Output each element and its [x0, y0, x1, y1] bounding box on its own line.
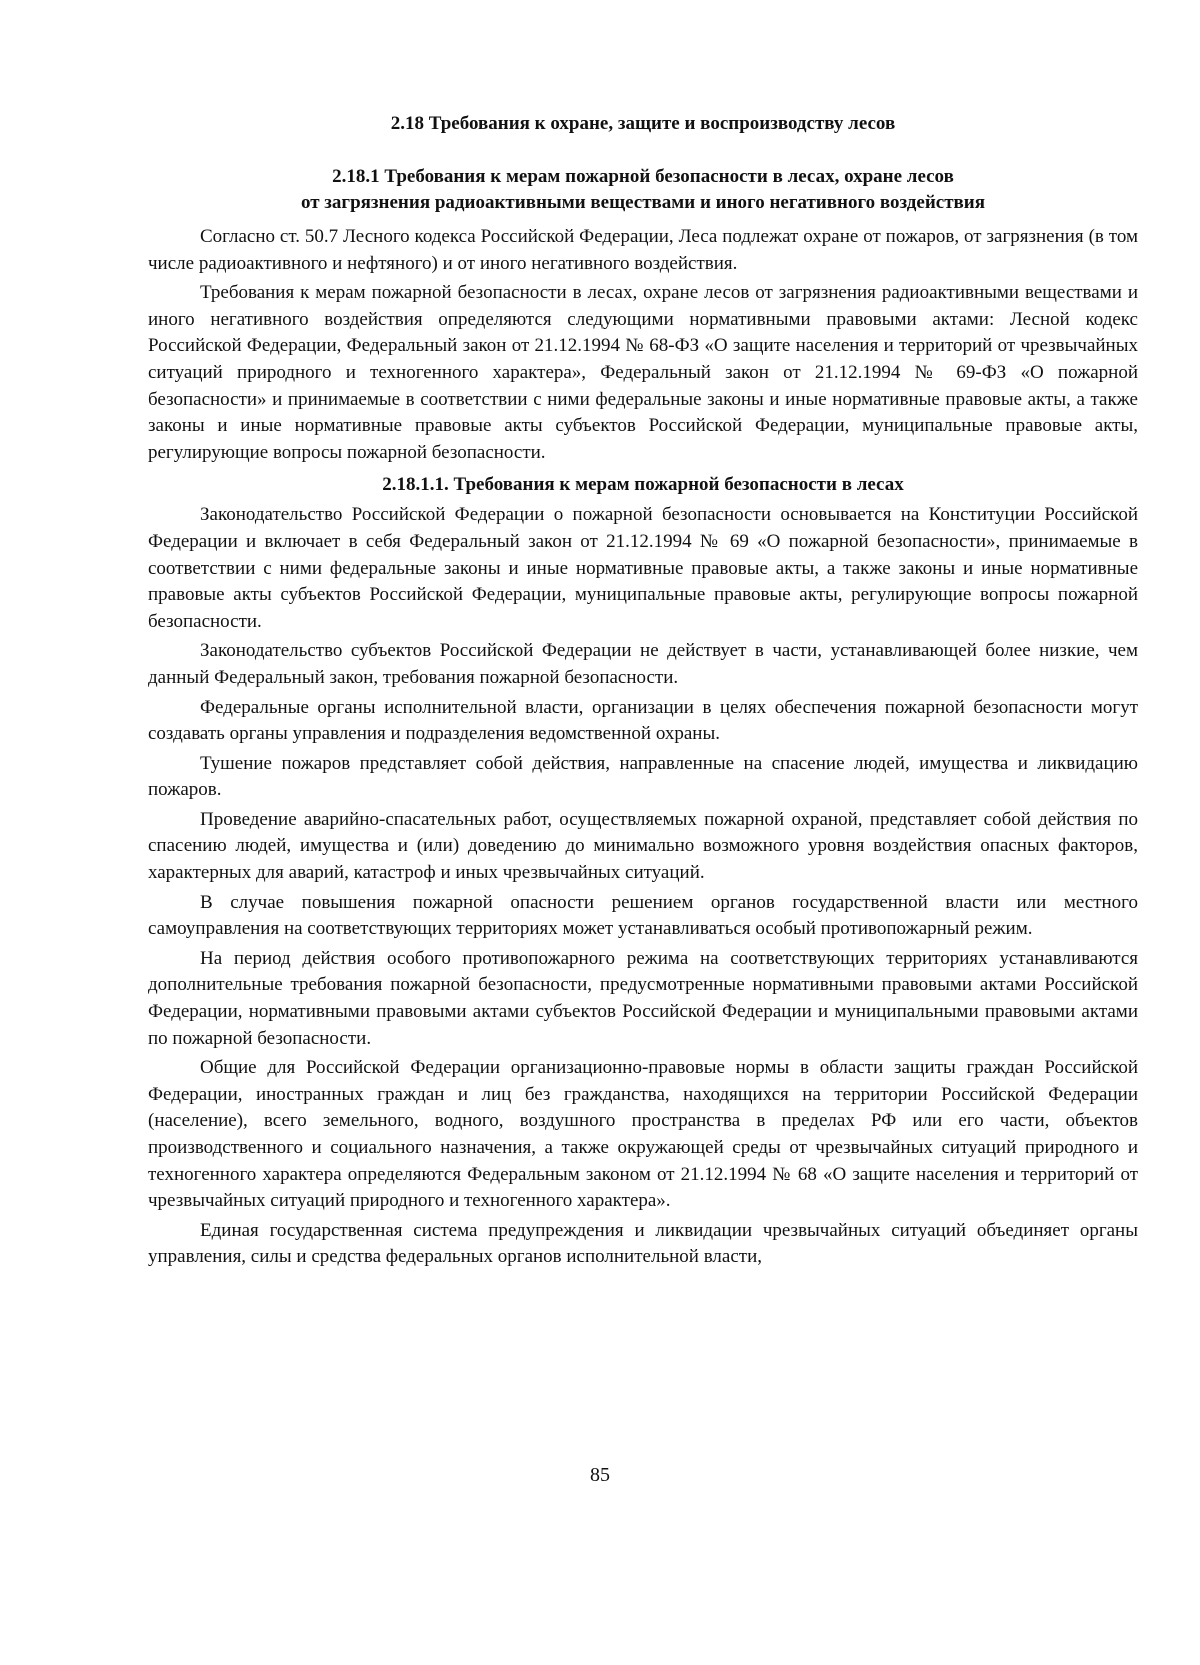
subsection-title-line-1: 2.18.1 Требования к мерам пожарной безопасности в лесах, охране лесов — [332, 166, 954, 187]
subsubsection-title: 2.18.1.1. Требования к мерам пожарной безопасности в лесах — [382, 474, 904, 496]
paragraph: Законодательство Российской Федерации о пожарной безопасности основывается на Конституции Российской Федерации и включает в себя Федеральный закон от 21.12.1994 № 69 «О пожарной безопасности», принимаемые в соответствии с ними федеральные законы и иные нормативные правовые акты, а также законы и иные нормативные правовые акты субъектов Российской Федерации, муниципальные правовые акты, регулирующие вопросы пожарной безопасности. — [148, 504, 1138, 632]
paragraph: Согласно ст. 50.7 Лесного кодекса Российской Федерации, Леса подлежат охране от пожаров, от загрязнения (в том числе радиоактивного и нефтяного) и от иного негативного воздействия. — [148, 226, 1138, 274]
paragraph: Федеральные органы исполнительной власти, организации в целях обеспечения пожарной безопасности могут создавать органы управления и подразделения ведомственной охраны. — [148, 696, 1138, 745]
paragraph: В случае повышения пожарной опасности решением органов государственной власти или местного самоуправления на соответствующих территориях может устанавливаться особый противопожарный режим. — [148, 891, 1138, 940]
paragraph: Общие для Российской Федерации организационно-правовые нормы в области защиты граждан Российской Федерации, иностранных граждан и лиц без гражданства, находящихся на территории Российской Федерации (население), всего земельного, водного, воздушного пространства в пределах РФ или его части, объектов производственного и социального назначения, а также окружающей среды от чрезвычайных ситуаций природного и техногенного характера определяются Федеральным законом от 21.12.1994 № 68 «О защите населения и территорий от чрезвычайных ситуаций природного и техногенного характера». — [148, 1057, 1138, 1212]
paragraph: Проведение аварийно-спасательных работ, осуществляемых пожарной охраной, представляет собой действия по спасению людей, имущества и (или) доведению до минимально возможного уровня воздействия опасных факторов, характерных для аварий, катастроф и иных чрезвычайных ситуаций. — [148, 808, 1138, 884]
paragraph: Тушение пожаров представляет собой действия, направленные на спасение людей, имущества и ликвидацию пожаров. — [148, 752, 1138, 801]
paragraph: Законодательство субъектов Российской Федерации не действует в части, устанавливающей более низкие, чем данный Федеральный закон, требования пожарной безопасности. — [148, 640, 1138, 688]
document-page — [148, 112, 1138, 1642]
paragraph: Требования к мерам пожарной безопасности в лесах, охране лесов от загрязнения радиоактивными веществами и иного негативного воздействия определяются следующими нормативными правовыми актами: Лесной кодекс Российской Федерации, Федеральный закон от 21.12.1994 № 68-ФЗ «О защите населения и территорий от чрезвычайных ситуаций природного и техногенного характера», Федеральный закон от 21.12.1994 № 69-ФЗ «О пожарной безопасности» и принимаемые в соответствии с ними федеральные законы и иные нормативные правовые акты, а также законы и иные нормативные правовые акты субъектов Российской Федерации, муниципальные правовые акты, регулирующие вопросы пожарной безопасности. — [148, 282, 1138, 463]
paragraph: На период действия особого противопожарного режима на соответствующих территориях устанавливаются дополнительные требования пожарной безопасности, предусмотренные нормативными правовыми актами Российской Федерации, нормативными правовыми актами субъектов Российской Федерации и муниципальными правовыми актами по пожарной безопасности. — [148, 947, 1138, 1049]
section-title: 2.18 Требования к охране, защите и воспроизводству лесов — [390, 113, 896, 134]
subsection-title-line-2: от загрязнения радиоактивными веществами и иного негативного воздействия — [300, 192, 986, 213]
paragraph: Единая государственная система предупреждения и ликвидации чрезвычайных ситуаций объединяет органы управления, силы и средства федеральных органов исполнительной власти, — [148, 1219, 1138, 1268]
subsection-title — [148, 164, 1138, 216]
page-number: 85 — [590, 1464, 610, 1486]
